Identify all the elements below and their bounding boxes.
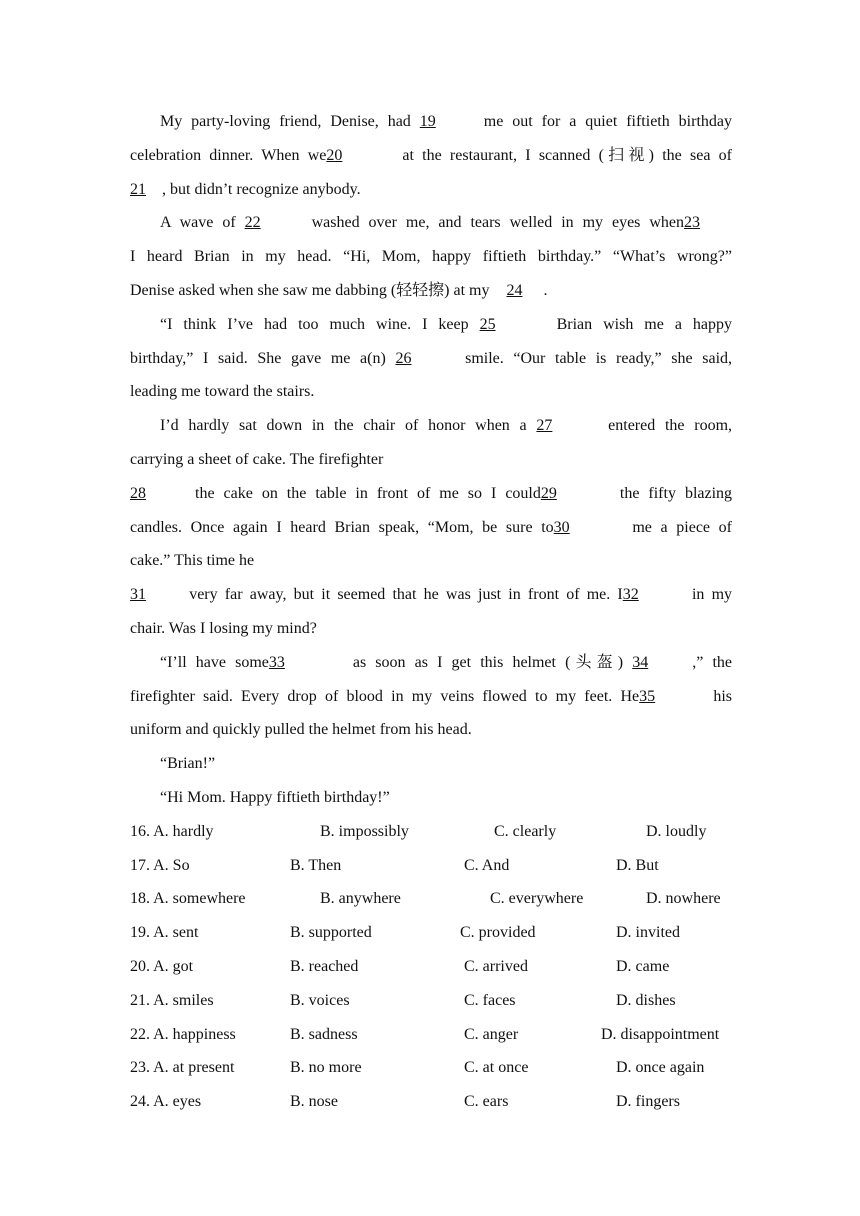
- blank-19: 19: [419, 113, 436, 130]
- text: in my: [691, 586, 733, 604]
- blank-32: 32: [622, 586, 639, 604]
- text: Denise asked when she saw me dabbing (轻轻擦) at my: [130, 281, 490, 299]
- text: very far away, but it seemed that he was just in front of me. I: [189, 586, 623, 604]
- text: at the restaurant, I scanned (扫视) the sea of: [402, 146, 732, 164]
- blank-34: 34: [632, 653, 649, 671]
- option-row: [130, 882, 732, 916]
- option-a: 17. A. So: [130, 856, 190, 874]
- option-c: C. at once: [464, 1059, 529, 1077]
- option-d: D. But: [616, 856, 659, 874]
- option-d: D. loudly: [646, 822, 707, 840]
- blank-31: 31: [130, 586, 146, 604]
- paragraph-3-line-1: [130, 308, 732, 342]
- paragraph-3-line-2: [130, 342, 732, 376]
- blank-30: 30: [553, 518, 570, 536]
- blank-25: 25: [479, 315, 496, 333]
- option-c: C. faces: [464, 991, 516, 1009]
- paragraph-1-line-2: [130, 139, 732, 173]
- blank-21: 21: [130, 180, 146, 198]
- blank-20: 20: [326, 146, 343, 164]
- paragraph-1-line-3: [130, 173, 732, 207]
- text: , but didn’t recognize anybody.: [162, 180, 361, 198]
- option-row: [130, 984, 732, 1018]
- text: Brian wish me a happy: [556, 315, 733, 333]
- paragraph-4-line-5: cake.” This time he: [130, 552, 255, 570]
- paragraph-4-line-2: carrying a sheet of cake. The firefighter: [130, 450, 384, 468]
- option-b: B. supported: [290, 924, 372, 942]
- paragraph-2-line-1: [130, 206, 732, 240]
- option-row: [130, 950, 732, 984]
- option-b: B. no more: [290, 1059, 362, 1077]
- paragraph-7: “Hi Mom. Happy fiftieth birthday!”: [160, 788, 390, 806]
- option-b: B. Then: [290, 856, 342, 874]
- blank-29: 29: [540, 484, 557, 502]
- option-row: [130, 1051, 732, 1085]
- text: as soon as I get this helmet (头盔): [352, 653, 624, 671]
- blank-28: 28: [130, 484, 146, 502]
- paragraph-5-line-2: [130, 680, 732, 714]
- option-a: 23. A. at present: [130, 1059, 235, 1077]
- option-b: B. anywhere: [320, 890, 401, 908]
- option-c: C. ears: [464, 1093, 509, 1111]
- answer-options: [130, 815, 732, 1119]
- option-d: D. came: [616, 957, 670, 975]
- paragraph-4-line-3: [130, 477, 732, 511]
- option-row: [130, 916, 732, 950]
- option-c: C. everywhere: [490, 890, 584, 908]
- option-c: C. anger: [464, 1025, 519, 1043]
- option-b: B. nose: [290, 1093, 338, 1111]
- paragraph-4-line-6: [130, 578, 732, 612]
- option-a: 20. A. got: [130, 957, 194, 975]
- text: smile. “Our table is ready,” she said,: [465, 349, 733, 367]
- option-a: 21. A. smiles: [130, 991, 214, 1009]
- text: A wave of: [160, 214, 236, 232]
- option-d: D. disappointment: [601, 1025, 720, 1043]
- option-a: 19. A. sent: [130, 924, 199, 942]
- option-a: 18. A. somewhere: [130, 890, 246, 908]
- text: his: [713, 687, 733, 705]
- paragraph-4-line-1: [130, 409, 732, 443]
- paragraph-2-line-3: [130, 274, 732, 308]
- option-a: 22. A. happiness: [130, 1025, 236, 1043]
- option-d: D. dishes: [616, 991, 676, 1009]
- text: “I think I’ve had too much wine. I keep: [160, 315, 469, 333]
- option-d: D. once again: [616, 1059, 705, 1077]
- blank-22: 22: [244, 214, 261, 232]
- option-c: C. clearly: [494, 822, 557, 840]
- option-row: [130, 849, 732, 883]
- option-b: B. voices: [290, 991, 350, 1009]
- paragraph-5-line-3: uniform and quickly pulled the helmet from his head.: [130, 721, 472, 739]
- text: firefighter said. Every drop of blood in my veins flowed to my feet. He: [130, 687, 640, 705]
- text: the fifty blazing: [619, 484, 733, 502]
- option-c: C. arrived: [464, 957, 528, 975]
- option-c: C. And: [464, 856, 510, 874]
- text: birthday,” I said. She gave me a(n): [130, 349, 386, 367]
- text: My party-loving friend, Denise, had: [160, 113, 411, 130]
- blank-26: 26: [395, 349, 412, 367]
- option-d: D. fingers: [616, 1093, 680, 1111]
- blank-23: 23: [684, 214, 701, 232]
- text: celebration dinner. When we: [130, 146, 327, 164]
- option-a: 24. A. eyes: [130, 1093, 202, 1111]
- text: “I’ll have some: [160, 653, 269, 671]
- option-c: C. provided: [460, 924, 536, 942]
- option-d: D. invited: [616, 924, 680, 942]
- option-row: [130, 1085, 732, 1119]
- option-b: B. impossibly: [320, 822, 409, 840]
- paragraph-4-line-7: chair. Was I losing my mind?: [130, 619, 317, 637]
- paragraph-4-line-4: [130, 511, 732, 545]
- option-d: D. nowhere: [646, 890, 721, 908]
- option-row: [130, 1018, 732, 1052]
- text: me a piece of: [632, 518, 732, 536]
- paragraph-6: “Brian!”: [160, 755, 216, 773]
- text: I’d hardly sat down in the chair of honor when a: [160, 417, 527, 435]
- text: washed over me, and tears welled in my eyes when: [311, 214, 685, 232]
- text: entered the room,: [608, 417, 733, 435]
- option-b: B. reached: [290, 957, 359, 975]
- blank-27: 27: [536, 417, 553, 435]
- paragraph-3-line-3: leading me toward the stairs.: [130, 383, 315, 401]
- blank-24: 24: [506, 281, 523, 299]
- text: .: [543, 281, 548, 299]
- blank-33: 33: [268, 653, 285, 671]
- text: me out for a quiet fiftieth birthday: [483, 113, 733, 130]
- text: ,” the: [692, 653, 732, 671]
- paragraph-1-line-1: [130, 105, 732, 139]
- paragraph-5-line-1: [130, 646, 732, 680]
- option-row: [130, 815, 732, 849]
- option-b: B. sadness: [290, 1025, 358, 1043]
- text: candles. Once again I heard Brian speak, “Mom, be sure to: [130, 518, 554, 536]
- text: the cake on the table in front of me so I could: [195, 484, 541, 502]
- cloze-passage: [130, 105, 732, 1119]
- option-a: 16. A. hardly: [130, 822, 214, 840]
- paragraph-2-line-2: I heard Brian in my head. “Hi, Mom, happy fiftieth birthday.” “What’s wrong?”: [130, 248, 732, 266]
- blank-35: 35: [639, 687, 656, 705]
